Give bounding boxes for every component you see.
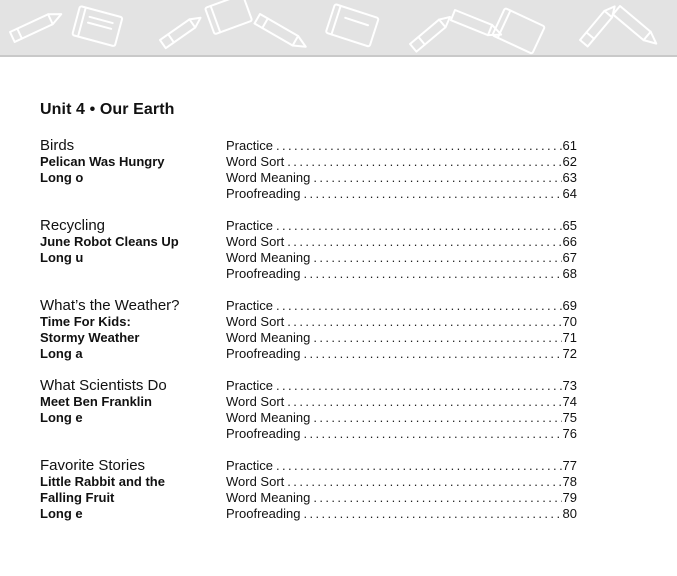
unit-title: Unit 4 • Our Earth <box>40 101 175 118</box>
entry-label: Word Sort <box>226 154 285 169</box>
entry-label: Proofreading <box>226 346 301 361</box>
entry-label: Word Meaning <box>226 250 311 265</box>
entry-label: Word Meaning <box>226 330 311 345</box>
toc-section <box>40 138 580 218</box>
dot-leader <box>284 314 561 330</box>
dot-leader <box>273 218 562 234</box>
pencil-icon <box>613 6 660 48</box>
toc-section <box>40 298 580 378</box>
page-number: 76 <box>562 426 577 441</box>
book-icon <box>205 0 252 34</box>
dot-leader <box>300 506 561 522</box>
entry-label: Word Sort <box>226 394 285 409</box>
page-number: 78 <box>562 474 577 489</box>
toc-section <box>40 458 580 538</box>
entry-label: Practice <box>226 218 273 233</box>
story-name: Falling Fruit <box>40 490 115 505</box>
book-icon <box>492 8 545 54</box>
page-number: 65 <box>562 218 577 233</box>
toc-entry[interactable] <box>226 506 577 522</box>
section-info <box>40 378 220 426</box>
entry-label: Word Meaning <box>226 490 311 505</box>
activity-list <box>226 138 577 202</box>
activity-list <box>226 378 577 442</box>
dot-leader <box>273 298 562 314</box>
dot-leader <box>300 186 561 202</box>
page-number: 61 <box>562 138 577 153</box>
crayon-icon <box>580 3 619 46</box>
toc-entry[interactable] <box>226 218 577 234</box>
spelling-pattern: Long u <box>40 250 84 265</box>
section-title: Recycling <box>40 217 106 234</box>
section-info <box>40 218 220 266</box>
toc-entry[interactable] <box>226 490 577 506</box>
entry-label: Proofreading <box>226 426 301 441</box>
story-name: Meet Ben Franklin <box>40 394 152 409</box>
page-number: 69 <box>562 298 577 313</box>
crayon-icon <box>410 13 453 52</box>
book-icon <box>72 6 122 46</box>
toc-entry[interactable] <box>226 314 577 330</box>
section-info <box>40 458 220 522</box>
story-name: Stormy Weather <box>40 330 140 345</box>
story-name: Little Rabbit and the <box>40 474 165 489</box>
toc-entry[interactable] <box>226 330 577 346</box>
pencil-icon <box>10 9 64 42</box>
story-name: June Robot Cleans Up <box>40 234 179 249</box>
spelling-pattern: Long e <box>40 410 83 425</box>
page-number: 63 <box>562 170 577 185</box>
activity-list <box>226 298 577 362</box>
header-banner <box>0 0 677 57</box>
page-number: 72 <box>562 346 577 361</box>
dot-leader <box>300 266 561 282</box>
pencil-icon <box>451 10 503 40</box>
dot-leader <box>284 154 561 170</box>
toc-entry[interactable] <box>226 234 577 250</box>
entry-label: Proofreading <box>226 506 301 521</box>
toc-section <box>40 218 580 298</box>
activity-list <box>226 218 577 282</box>
toc-entry[interactable] <box>226 394 577 410</box>
section-title: What Scientists Do <box>40 377 167 394</box>
spelling-pattern: Long o <box>40 170 84 185</box>
crayon-icon <box>160 14 203 49</box>
activity-list <box>226 458 577 522</box>
pencil-icon <box>255 14 309 52</box>
toc-entry[interactable] <box>226 250 577 266</box>
entry-label: Practice <box>226 298 273 313</box>
toc-entry[interactable] <box>226 346 577 362</box>
entry-label: Practice <box>226 458 273 473</box>
dot-leader <box>273 458 562 474</box>
page-number: 77 <box>562 458 577 473</box>
page-number: 68 <box>562 266 577 281</box>
book-icon <box>326 4 379 47</box>
page-number: 64 <box>562 186 577 201</box>
toc-entry[interactable] <box>226 154 577 170</box>
story-name: Pelican Was Hungry <box>40 154 165 169</box>
dot-leader <box>273 138 562 154</box>
entry-label: Word Meaning <box>226 410 311 425</box>
spelling-pattern: Long a <box>40 346 83 361</box>
entry-label: Word Sort <box>226 234 285 249</box>
dot-leader <box>284 234 561 250</box>
toc-entry[interactable] <box>226 186 577 202</box>
section-title: What’s the Weather? <box>40 297 180 314</box>
dot-leader <box>310 250 561 266</box>
toc-entry[interactable] <box>226 426 577 442</box>
page-number: 74 <box>562 394 577 409</box>
dot-leader <box>310 330 561 346</box>
page-number: 67 <box>562 250 577 265</box>
entry-label: Word Meaning <box>226 170 311 185</box>
entry-label: Proofreading <box>226 266 301 281</box>
dot-leader <box>300 426 561 442</box>
page-number: 71 <box>562 330 577 345</box>
dot-leader <box>284 474 561 490</box>
entry-label: Proofreading <box>226 186 301 201</box>
entry-label: Word Sort <box>226 474 285 489</box>
toc-entry[interactable] <box>226 458 577 474</box>
section-title: Birds <box>40 137 75 154</box>
toc-entry[interactable] <box>226 378 577 394</box>
dot-leader <box>273 378 562 394</box>
section-info <box>40 298 220 362</box>
toc-entry[interactable] <box>226 138 577 154</box>
section-title: Favorite Stories <box>40 457 146 474</box>
page-number: 70 <box>562 314 577 329</box>
dot-leader <box>310 490 561 506</box>
toc-entry[interactable] <box>226 410 577 426</box>
entry-label: Practice <box>226 378 273 393</box>
toc-section <box>40 378 580 458</box>
page-number: 62 <box>562 154 577 169</box>
entry-label: Practice <box>226 138 273 153</box>
toc-entry[interactable] <box>226 170 577 186</box>
dot-leader <box>310 170 561 186</box>
page-number: 75 <box>562 410 577 425</box>
entry-label: Word Sort <box>226 314 285 329</box>
section-info <box>40 138 220 186</box>
story-name: Time For Kids: <box>40 314 131 329</box>
toc-entry[interactable] <box>226 266 577 282</box>
page-number: 66 <box>562 234 577 249</box>
toc-entry[interactable] <box>226 474 577 490</box>
toc-entry[interactable] <box>226 298 577 314</box>
spelling-pattern: Long e <box>40 506 83 521</box>
page-number: 73 <box>562 378 577 393</box>
dot-leader <box>284 394 561 410</box>
page-number: 79 <box>562 490 577 505</box>
dot-leader <box>300 346 561 362</box>
page-number: 80 <box>562 506 577 521</box>
dot-leader <box>310 410 561 426</box>
doodle-pattern <box>0 0 677 55</box>
